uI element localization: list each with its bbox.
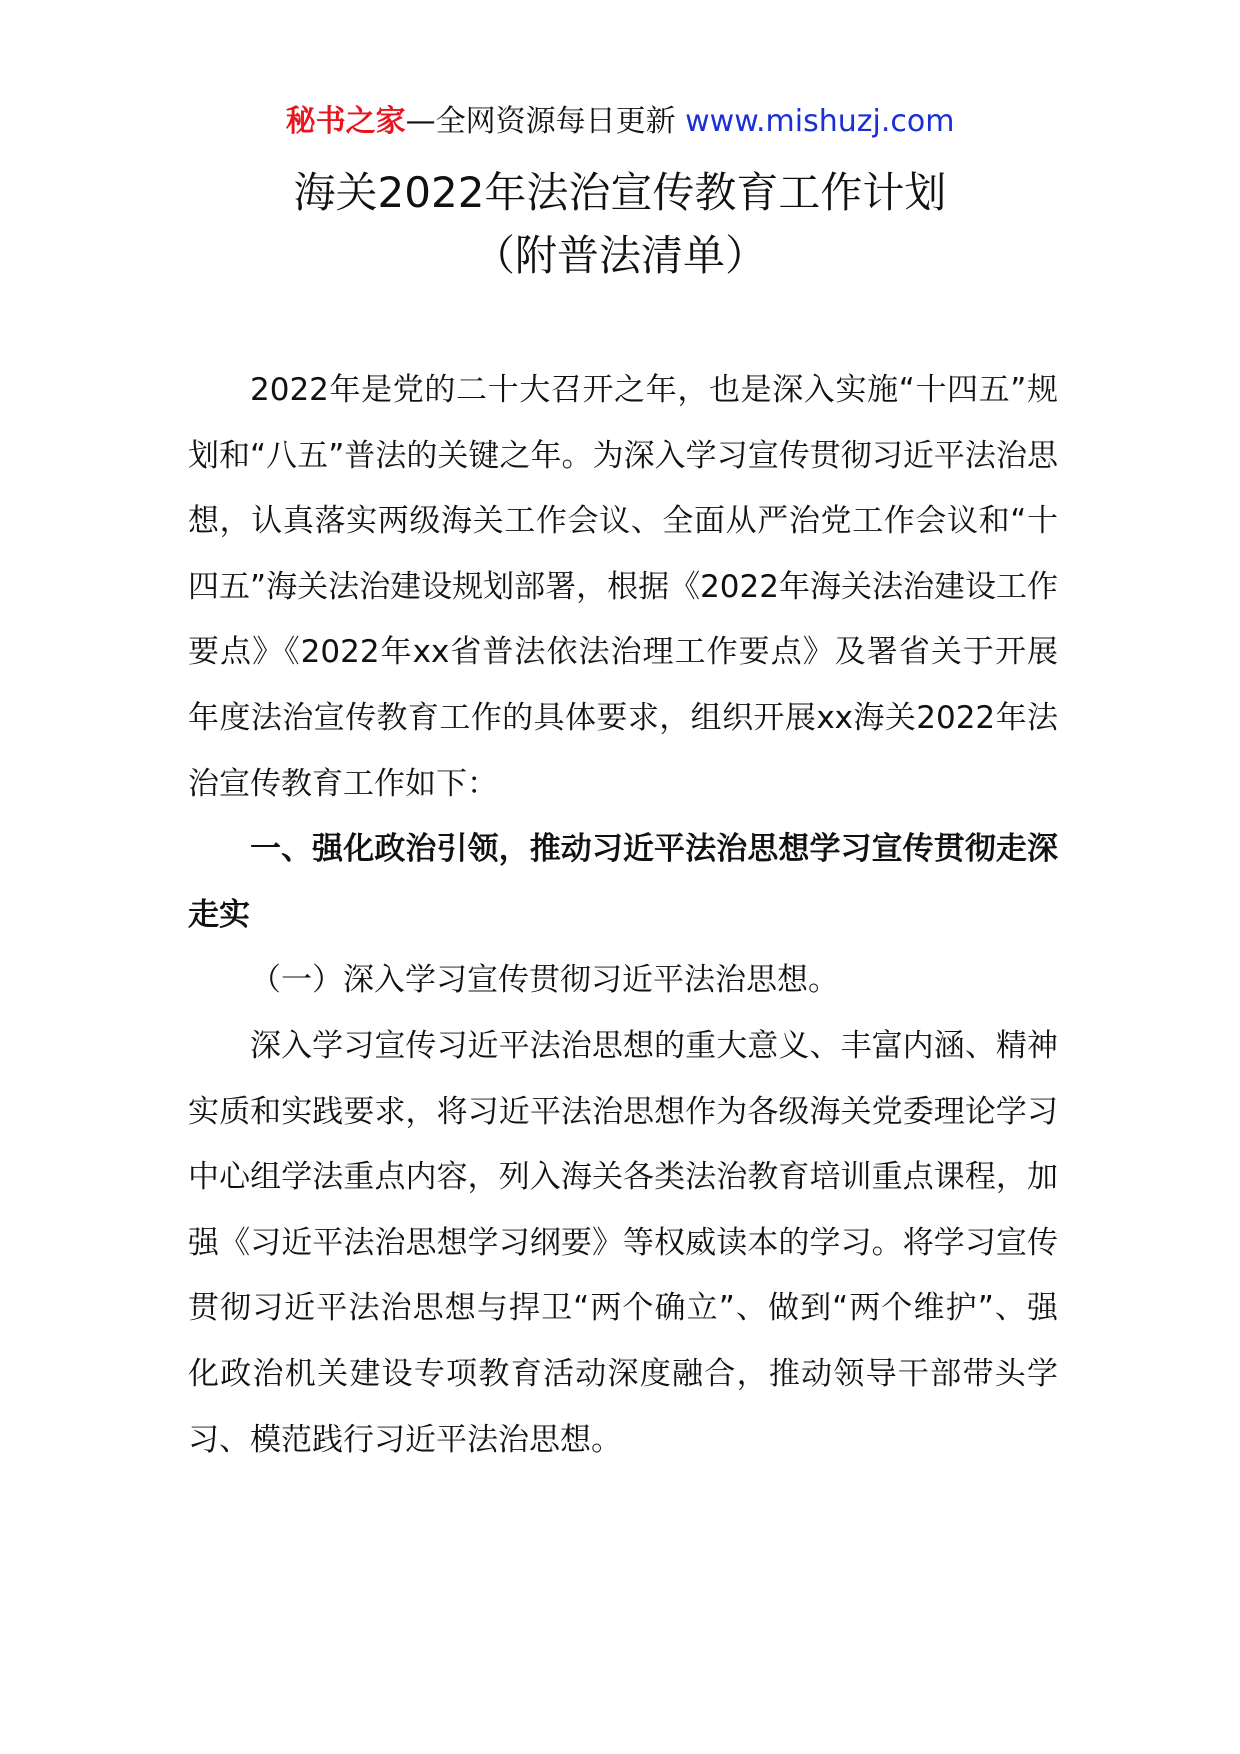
subsection-heading-1: （一）深入学习宣传贯彻习近平法治思想。 [250,962,839,999]
site-tagline: —全网资源每日更新 [405,104,676,139]
site-header [0,100,1240,144]
section-heading-1: 一、强化政治引领，推动习近平法治思想学习宣传贯彻走深走实 [188,831,1058,933]
site-brand: 秘书之家 [285,104,406,139]
body-paragraph: 深入学习宣传习近平法治思想的重大意义、丰富内涵、精神实质和实践要求，将习近平法治思想作为各级海关党委理论学习中心组学法重点内容，列入海关各类法治教育培训重点课程，加强《习近平法治思想学习纲要》等权威读本的学习。将学习宣传贯彻习近平法治思想与捍卫“两个确立”、做到“两个维护”、强化政治机关建设专项教育活动深度融合，推动领导干部带头学习、模范践行习近平法治思想。 [188,1027,1058,1458]
intro-paragraph: 2022年是党的二十大召开之年，也是深入实施“十四五”规划和“八五”普法的关键之年。为深入学习宣传贯彻习近平法治思想，认真落实两级海关工作会议、全面从严治党工作会议和“十四五”海关法治建设规划部署，根据《2022年海关法治建设工作要点》《2022年xx省普法依法治理工作要点》及署省关于开展年度法治宣传教育工作的具体要求，组织开展xx海关2022年法治宣传教育工作如下： [188,372,1058,802]
document-title: 海关2022年法治宣传教育工作计划 [293,168,947,217]
document-subtitle: （附普法清单） [472,231,767,280]
site-url-link[interactable]: www.mishuzj.com [685,104,955,139]
document-body [188,358,1058,1473]
